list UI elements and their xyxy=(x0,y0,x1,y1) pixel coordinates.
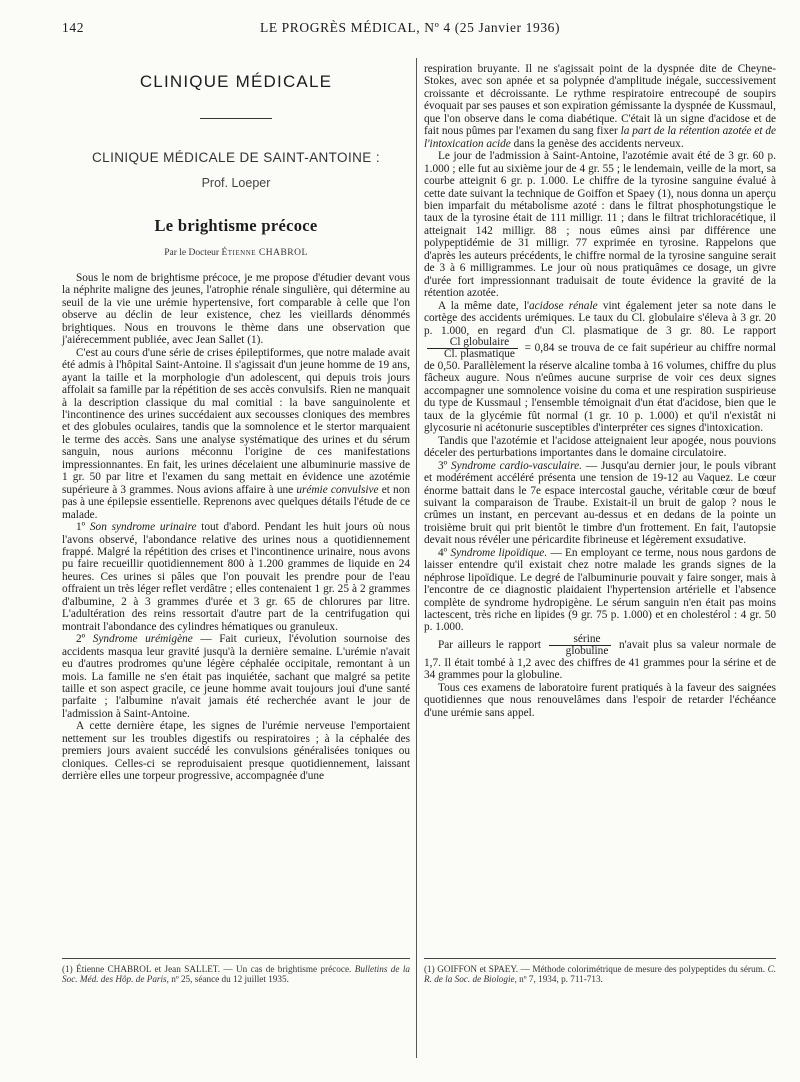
section-heading: CLINIQUE MÉDICALE xyxy=(139,72,333,91)
paragraph-emphasis: Syndrome urémigène xyxy=(92,633,193,646)
paragraph: Tous ces examens de laboratoire furent pratiqués à la faveur des saignées quotidiennes que nous renouvelâmes dans l'espoir de retarder l'échéance d'une urémie sans appel. xyxy=(424,681,776,719)
footnote-citation: C. R. de la Soc. de Biologie, xyxy=(424,964,776,985)
professor-name: Prof. Loeper xyxy=(201,176,271,190)
footnote-text: (1) GOIFFON et SPAEY. — Méthode colorimétrique de mesure des polypeptides du sérum. xyxy=(424,964,766,974)
paragraph-text: C'est au cours d'une série de crises épileptiformes, que notre malade avait été admis à l'hôpital Saint-Antoine. Il s'agissait d'un jeune homme de 19 ans, ayant la taille et la morphologie d'un adolescent, qui depuis trois jours affolait sa famille par la répétition de ses accès convulsifs. Rien ne manquait à la description classique du mal comitial : la bave sanguinolente et l'incontinence des urines succédaient aux secousses cloniques des membres et des globules oculaires, tandis que la somnolence et le stertor marquaient le terme des accès. Sans une analyse systématique des urines et du sérum sanguin, nous aurions méconnu l'origine de ces manifestations impressionnantes. En fait, les urines décelaient une albuminurie massive de 1 gr. 50 par litre et l'examen du sang mettait en évidence une azotémie supérieure à 3 grammes. Nous avions affaire à une xyxy=(62,346,410,496)
paragraph-text: Par ailleurs le rapport xyxy=(438,639,542,652)
footnote-text: nº 25, séance du 12 juillet 1935. xyxy=(171,974,289,985)
paragraph-text: — En employant ce terme, nous nous gardons de laisser entendre qu'il existait chez notre malade les grands signes de la néphrose lipoïdique. Le degré de l'albuminurie pouvait y faire songer, mais à l'encontre de ce diagnostic plaidaient l'hypertension artérielle et l'absence complète de syndrome hydropigène. Le sérum sanguin n'en était pas moins lactescent, très riche en lipides (9 gr. 75 p. 1.000) et en cholestérol : 4 gr. 50 p. 1.000. xyxy=(424,546,776,634)
article-title: Le brightisme précoce xyxy=(154,216,318,235)
paragraph-emphasis: la part de la rétention azotée et de l'intoxication acide xyxy=(424,125,776,150)
paragraph-text: et non pas à une épilepsie essentielle. Reprenons avec quelques détails l'étude de ce malade. xyxy=(62,483,410,521)
paragraph xyxy=(424,460,776,547)
section-divider xyxy=(200,118,272,119)
paragraph-emphasis: urémie convulsive xyxy=(296,483,379,496)
page-number: 142 xyxy=(62,20,85,35)
ratio-denominator: Cl. plasmatique xyxy=(444,347,515,360)
footnote-text: (1) Étienne CHABROL et Jean SALLET. — Un cas de brightisme précoce. xyxy=(62,964,352,974)
article-byline xyxy=(62,248,410,258)
paragraph xyxy=(62,521,410,633)
running-header xyxy=(62,20,784,42)
running-title: LE PROGRÈS MÉDICAL, Nº 4 (25 Janvier 1936) xyxy=(260,20,561,35)
paragraph-text: n'avait plus sa valeur normale de 1,7. Il était tombé à 1,2 avec des chiffres de 41 grammes pour la sérine et de 34 grammes pour la globuline. xyxy=(424,639,777,682)
paragraph-text: = 0,84 se trouva de ce fait supérieur au chiffre normal de 0,50. Parallèlement la réserve alcaline tomba à 16 volumes, chiffre du plus fâcheux augure. Nous n'eûmes aucune surprise de voir ces deux signes accompagner une somnolence voisine du coma et une respiration suspirieuse du type de Kussmaul ; l'ensemble témoignait d'un état d'acidose, bien que le taux de la glycémie fût normal (1 gr. 10 p. 1.000) et qu'il n'existât ni glycosurie ni acétonurie susceptibles d'interpréter ces signes d'intoxication. xyxy=(424,342,776,435)
footnote-right xyxy=(424,964,776,985)
footnote-citation: Bulletins de la Soc. Méd. des Hôp. de Paris, xyxy=(62,964,410,985)
item-number: 3º xyxy=(438,459,448,472)
paragraph-text: vint également jeter sa note dans le cortège des accidents urémiques. Le taux du Cl. globulaire s'éleva à 3 gr. 20 p. 1.000, en regard d'un Cl. plasmatique de 3 gr. 80. Le rapport xyxy=(424,299,776,337)
paragraph xyxy=(62,633,410,720)
footnote-rule xyxy=(424,958,776,959)
paragraph-text: tout d'abord. Pendant les huit jours où nous l'avons observé, l'abondance relative des urines nous a quotidiennement frappé. Malgré la répétition des crises et l'incontinence urinaire, nous avons pu faire recueillir quotidiennement 800 à 1.200 grammes de liquide en 24 heures. Ces urines si pâles que l'on pouvait les prendre pour de l'eau offraient un très léger reflet verdâtre ; elles contenaient 1 gr. 25 à 2 grammes d'albumine, 2 à 3 grammes d'urée et 3 gr. 65 de chlorures par litre. L'adultération des reins ressortait d'autre part de la centrifugation qui montrait l'abondance des cylindres hématiques ou granuleux. xyxy=(62,521,410,633)
ratio-numerator: sérine xyxy=(549,634,612,646)
serine-globulin-ratio xyxy=(549,634,612,657)
paragraph-text: — Jusqu'au dernier jour, le pouls vibrant et modérément accéléré présenta une tension de 19-12 au Vaquez. Le cœur énorme battait dans le 7e espace intercostal gauche, véritable cœur de bœuf suivant la comparaison de Traube. Existait-il un bruit de galop ? nous le crûmes un instant, en percevant au-dessus et en dedans de la pointe un troisième bruit qui prit bientôt le timbre d'un frottement. En fait, l'autopsie devait nous révéler une péricardite fibrineuse et légèrement exsudative. xyxy=(424,459,776,547)
paragraph: Tandis que l'azotémie et l'acidose atteignaient leur apogée, nous pouvions déceler des perturbations importantes dans le domaine circulatoire. xyxy=(424,434,776,460)
footnote-rule xyxy=(62,958,410,959)
paragraph-emphasis: acidose rénale xyxy=(529,299,598,312)
right-column xyxy=(424,63,776,719)
paragraph xyxy=(424,63,776,150)
paragraph xyxy=(424,634,776,682)
paragraph-emphasis: Syndrome cardio-vasculaire. xyxy=(451,459,582,472)
paragraph-emphasis: Syndrome lipoïdique. xyxy=(450,546,548,559)
footnote-left xyxy=(62,964,410,985)
paragraph: Sous le nom de brightisme précoce, je me propose d'étudier devant vous la néphrite maligne des jeunes, l'atrophie rénale singulière, qui détermine au seuil de la vie une urémie hypertensive, fort comparable à celle que l'on observe au déclin de leur existence, chez les vieillards dénommés brightiques. Nous en trouvons le thème dans une observation que j'aiérecemment publiée, avec Jean Sallet (1). xyxy=(62,272,410,347)
paragraph-text: A la même date, l' xyxy=(438,299,530,312)
item-number: 4º xyxy=(438,546,448,559)
left-column xyxy=(62,272,410,783)
paragraph xyxy=(424,547,776,634)
section-subheading: CLINIQUE MÉDICALE DE SAINT-ANTOINE : xyxy=(92,150,380,165)
byline-author: Étienne CHABROL xyxy=(221,248,308,258)
paragraph-text: dans la genèse des accidents nerveux. xyxy=(513,137,684,150)
paragraph-emphasis: Son syndrome urinaire xyxy=(89,521,197,534)
paragraph-text: — Fait curieux, l'évolution sournoise des accidents masqua leur gravité jusqu'à la dernière semaine. L'urémie n'avait eu d'autres prodromes qu'une légère céphalée occipitale, remontant à un mois. La famille ne s'en était pas inquiétée, sachant que malgré sa petite taille et son aspect gracile, ce jeune homme avait toujours joui d'une santé parfaite ; l'albumine n'avait jamais été recherchée avant le jour de l'admission à Saint-Antoine. xyxy=(62,633,410,720)
paragraph: A cette dernière étape, les signes de l'urémie nerveuse l'emportaient nettement sur les troubles digestifs ou respiratoires ; à la céphalée des premiers jours avaient succédé les convulsions généralisées toniques ou cloniques. Celles-ci se reproduisaient presque quotidiennement, laissant derrière elles une torpeur progressive, accompagnée d'une xyxy=(62,720,410,783)
item-number: 1º xyxy=(76,521,86,534)
paragraph xyxy=(424,300,776,435)
footnote-text: nº 7, 1934, p. 711-713. xyxy=(519,974,603,985)
paragraph xyxy=(62,347,410,521)
byline-prefix: Par le Docteur xyxy=(164,248,220,258)
chlorine-ratio xyxy=(427,337,518,360)
paragraph: Le jour de l'admission à Saint-Antoine, l'azotémie avait été de 3 gr. 60 p. 1.000 ; elle fut au sixième jour de 4 gr. 55 ; le lendemain, veille de la mort, sa courbe atteignit 6 gr. p. 1.000. Le chiffre de la tyrosine sanguine évalué à cette date suivant la technique de Goiffon et Spaey (1), nous donna un aperçu bien imparfait du métabolisme azoté : dans le filtrat phosphotungstique le taux de la tyrosine était de 111 milligr. 11 ; dans le filtrat trichloracétique, il atteignait 142 milligr. 88 ; nous eûmes ainsi par différence une polypeptidémie de 31 milligr. 77 exprimée en tyrosine. Rappelons que d'après les auteurs précédents, le chiffre normal de la tyrosine sanguine serait de 3 à 6 milligrammes. Le jour où nous pratiquâmes ce dosage, un givre d'urée fort impressionnant traduisait de toute évidence la gravité de la rétention azotée. xyxy=(424,150,776,300)
paragraph-text: respiration bruyante. Il ne s'agissait point de la dyspnée dite de Cheyne-Stokes, avec son apnée et sa polypnée d'amplitude inégale, successivement croissante et décroissante. Le rythme respiratoire entrecoupé de soupirs évoquait par ses pauses et son expiration gémissante la dyspnée de Kussmaul, que l'on observe dans le coma diabétique. C'était là un signe d'acidose et de fait nous pûmes par l'examen du sang fixer xyxy=(424,63,777,138)
column-divider xyxy=(416,58,417,1058)
ratio-numerator: Cl globulaire xyxy=(427,337,518,349)
item-number: 2º xyxy=(76,633,86,646)
ratio-denominator: globuline xyxy=(565,644,609,657)
